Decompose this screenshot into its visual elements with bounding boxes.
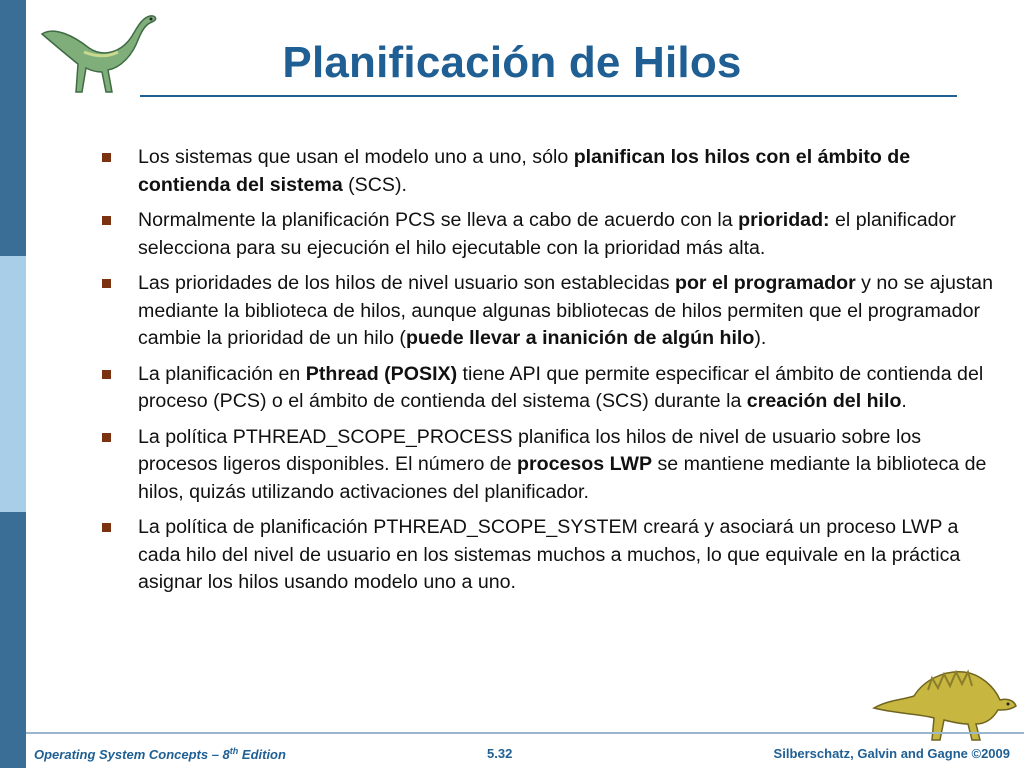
bullet-square-icon <box>102 279 111 288</box>
footer-edition-sup: th <box>229 746 239 756</box>
bullet-square-icon <box>102 523 111 532</box>
left-bar-segment-middle <box>0 256 26 512</box>
title-underline <box>140 95 957 97</box>
bullet-item <box>100 144 995 199</box>
bullet-bold-text: por el programador <box>674 272 856 294</box>
footer-edition: Edition <box>238 747 286 762</box>
bullet-text: La política de planificación PTHREAD_SCOPE_SYSTEM creará y asociará un proceso LWP a cada hilo del nivel de usuario en los sistemas muchos a muchos, lo que equivale en la práctica asignar los hilos usando modelo uno a uno. <box>138 516 961 593</box>
bullet-bold-text: prioridad: <box>738 209 830 231</box>
bullet-text: Normalmente la planificación PCS se lleva a cabo de acuerdo con la <box>138 209 739 231</box>
bullet-bold-text: procesos LWP <box>517 453 653 475</box>
bullet-square-icon <box>102 370 111 379</box>
bullet-list <box>100 144 995 605</box>
page-number: 5.32 <box>487 746 513 761</box>
bullet-bold-text: puede llevar a inanición de algún hilo <box>405 327 755 349</box>
bullet-bold-text: planifican los hilos con el ámbito de contienda del sistema <box>138 146 911 196</box>
bullet-item <box>100 361 995 416</box>
footer-book-title <box>34 746 286 762</box>
bullet-square-icon <box>102 433 111 442</box>
dinosaur-bottom-icon <box>868 660 1018 742</box>
footer-book: Operating System Concepts – 8 <box>34 747 230 762</box>
bullet-text: . <box>901 390 907 412</box>
bullet-item <box>100 424 995 507</box>
bullet-text: La política PTHREAD_SCOPE_PROCESS planifica los hilos de nivel de usuario sobre los procesos ligeros disponibles. El número de <box>138 425 922 475</box>
bullet-text: Las prioridades de los hilos de nivel usuario son establecidas <box>138 272 675 294</box>
bullet-text: tiene API que permite especificar el ámbito de contienda del proceso (PCS) o el ámbito de contienda del sistema (SCS) durante la <box>138 362 984 412</box>
footer-rule <box>26 732 1024 734</box>
slide-title: Planificación de Hilos <box>282 38 742 87</box>
bullet-item <box>100 270 995 353</box>
footer-authors: Silberschatz, Galvin and Gagne ©2009 <box>773 746 1010 761</box>
bullet-item <box>100 514 995 597</box>
left-accent-bar <box>0 0 26 768</box>
bullet-text: ). <box>754 327 767 349</box>
bullet-square-icon <box>102 216 111 225</box>
bullet-text: el planificador selecciona para su ejecución el hilo ejecutable con la prioridad más alta. <box>138 209 956 259</box>
bullet-text: La planificación en <box>138 362 306 385</box>
bullet-text: (SCS). <box>342 173 407 196</box>
bullet-square-icon <box>102 153 111 162</box>
bullet-bold-text: creación del hilo <box>746 390 902 412</box>
bullet-bold-text: Pthread (POSIX) <box>305 362 458 385</box>
bullet-text: y no se ajustan mediante la biblioteca de hilos, aunque algunas bibliotecas de hilos permiten que el programador cambie la prioridad de un hilo ( <box>138 272 993 349</box>
bullet-text: se mantiene mediante la biblioteca de hilos, quizás utilizando activaciones del planificador. <box>138 453 987 503</box>
bullet-text: Los sistemas que usan el modelo uno a uno, sólo <box>138 146 574 168</box>
left-bar-segment-bottom <box>0 512 26 768</box>
bullet-item <box>100 207 995 262</box>
